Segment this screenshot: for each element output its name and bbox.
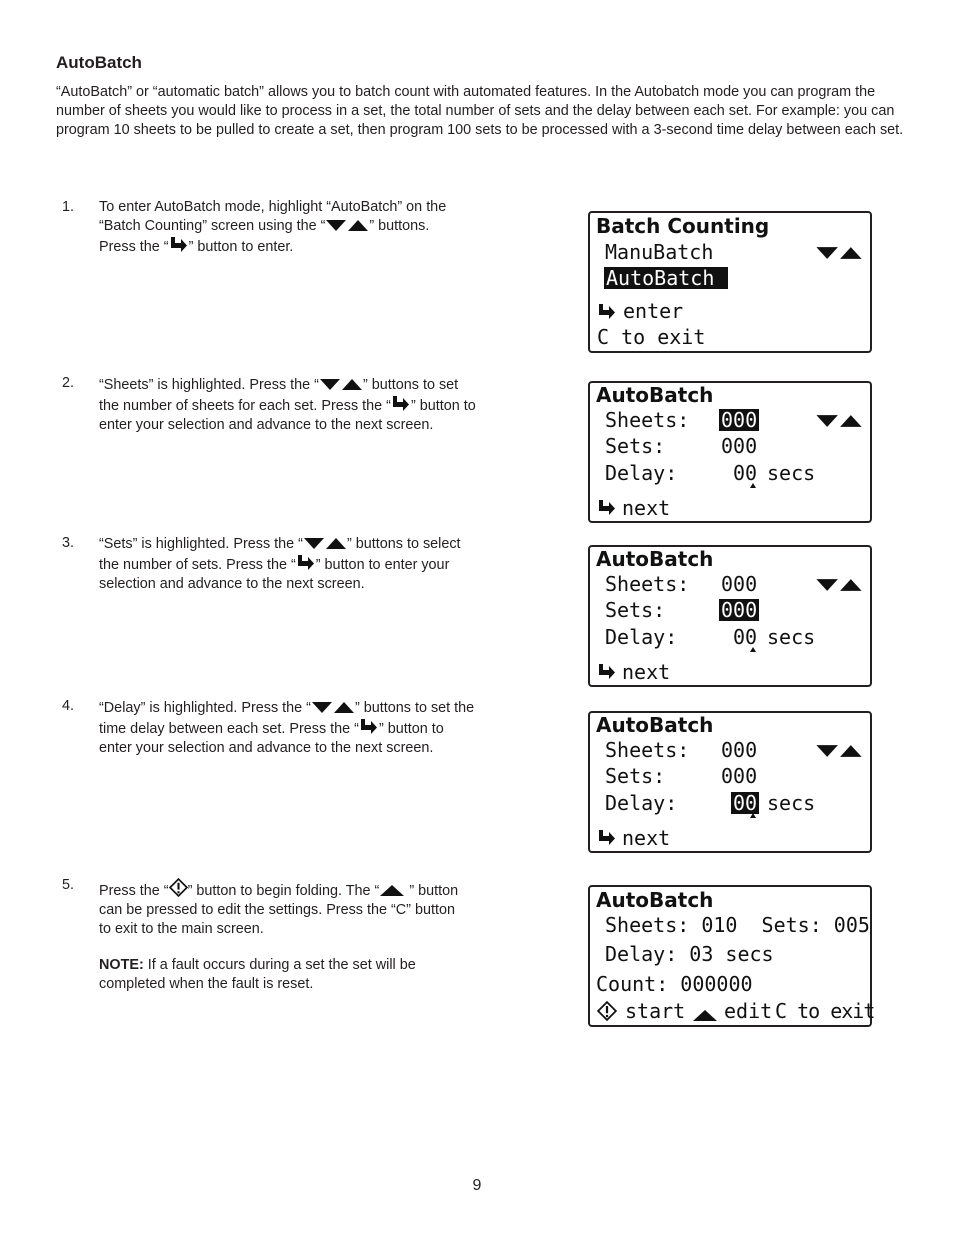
step-number: 4. [62,698,75,714]
down-up-arrows-icon [311,701,355,714]
sets-value: 000 [721,764,758,788]
sets-value: 000 [721,434,758,458]
enter-label: enter [623,299,684,323]
sheets-label: Sheets: [605,572,690,596]
sheets-value: 000 [721,408,758,432]
step-number: 2. [62,375,75,391]
start-diamond-icon [169,878,188,897]
step-1-text: To enter AutoBatch mode, highlight “AutoBatch” on the “Batch Counting” screen using the “ ” buttons. Press the “ ” button to enter. [99,199,447,255]
cursor-caret [750,647,756,652]
screen-title: AutoBatch [596,888,714,912]
exit-label: C to exit [597,325,706,349]
down-up-arrows-icon [814,413,864,432]
enter-arrow-icon [597,829,617,850]
sets-label: Sets: [605,434,666,458]
enter-arrow-icon [296,554,316,571]
sheets-value: 000 [721,738,758,762]
enter-arrow-icon [597,303,617,324]
step-5-text: Press the “ ” button to begin folding. The “ ” button can be pressed to edit the settings. Press the “C” button to exit to the main screen. NOTE: If a fault occurs during a set the set will be completed when the fault is reset. [99,878,469,994]
cursor-caret [750,813,756,818]
secs-label: secs [767,625,816,649]
page-number: 9 [472,1177,482,1194]
menu-item-manubatch: ManuBatch [605,240,714,264]
lcd-screen-sheets [588,381,872,523]
sheets-sets-line: Sheets: 010 Sets: 005 [605,913,870,937]
delay-label: Delay: [605,461,678,485]
sets-label: Sets: [605,598,666,622]
enter-arrow-icon [597,499,617,520]
enter-arrow-icon [597,663,617,684]
lcd-screen-batch-counting [588,211,872,353]
secs-label: secs [767,461,816,485]
delay-value: 00 [733,461,758,485]
section-heading: AutoBatch [56,53,142,72]
sets-value: 000 [721,598,758,622]
enter-arrow-icon [359,718,379,735]
secs-label: secs [767,791,816,815]
down-up-arrows-icon [325,219,369,232]
step-number: 1. [62,199,75,215]
next-label: next [622,496,671,520]
sets-label: Sets: [605,764,666,788]
delay-line: Delay: 03 secs [605,942,774,966]
screen-title: AutoBatch [596,713,714,737]
intro-paragraph: “AutoBatch” or “automatic batch” allows you to batch count with automated features. In the Autobatch mode you can program the number of sheets you would like to process in a set, the total number of sets and the delay between each set. For example: you can program 10 sheets to be pulled to create a set, then program 100 sets to be processed with a 3-second time delay between each set. [56,84,904,138]
menu-item-autobatch: AutoBatch [606,266,727,290]
lcd-screen-delay [588,711,872,853]
down-up-arrows-icon [814,577,864,596]
up-arrow-icon [379,884,405,897]
sheets-value: 000 [721,572,758,596]
lcd-screen-summary [588,885,875,1027]
next-label: next [622,826,671,850]
sheets-label: Sheets: [605,738,690,762]
delay-label: Delay: [605,625,678,649]
lcd-screen-sets [588,545,872,687]
sheets-label: Sheets: [605,408,690,432]
screen-title: Batch Counting [596,214,770,238]
edit-label: edit [724,999,773,1023]
enter-arrow-icon [169,236,189,253]
down-up-arrows-icon [303,537,347,550]
down-up-arrows-icon [814,245,864,264]
count-line: Count: 000000 [596,972,753,996]
start-label: start [625,999,686,1023]
enter-arrow-icon [391,395,411,412]
next-label: next [622,660,671,684]
delay-label: Delay: [605,791,678,815]
up-arrow-icon [692,1007,718,1026]
step-number: 5. [62,877,75,893]
step-number: 3. [62,535,75,551]
down-up-arrows-icon [814,743,864,762]
down-up-arrows-icon [319,378,363,391]
cursor-caret [750,483,756,488]
start-diamond-icon [597,1001,617,1025]
delay-value: 00 [733,625,758,649]
screen-title: AutoBatch [596,547,714,571]
screen-title: AutoBatch [596,383,714,407]
delay-value: 00 [733,791,758,815]
step-3-text: “Sets” is highlighted. Press the “ ” buttons to select the number of sets. Press the “ ” button to enter your selection and advance to the next screen. [99,536,461,592]
step-2-text: “Sheets” is highlighted. Press the “ ” buttons to set the number of sheets for each set. Press the “ ” button to enter your selection and advance to the next screen. [99,377,476,433]
exit-label: C to exit [775,999,875,1023]
step-4-text: “Delay” is highlighted. Press the “ ” buttons to set the time delay between each set. Press the “ ” button to enter your selection and advance to the next screen. [99,700,475,756]
note: NOTE: If a fault occurs during a set the set will be completed when the fault is reset. [99,957,416,993]
